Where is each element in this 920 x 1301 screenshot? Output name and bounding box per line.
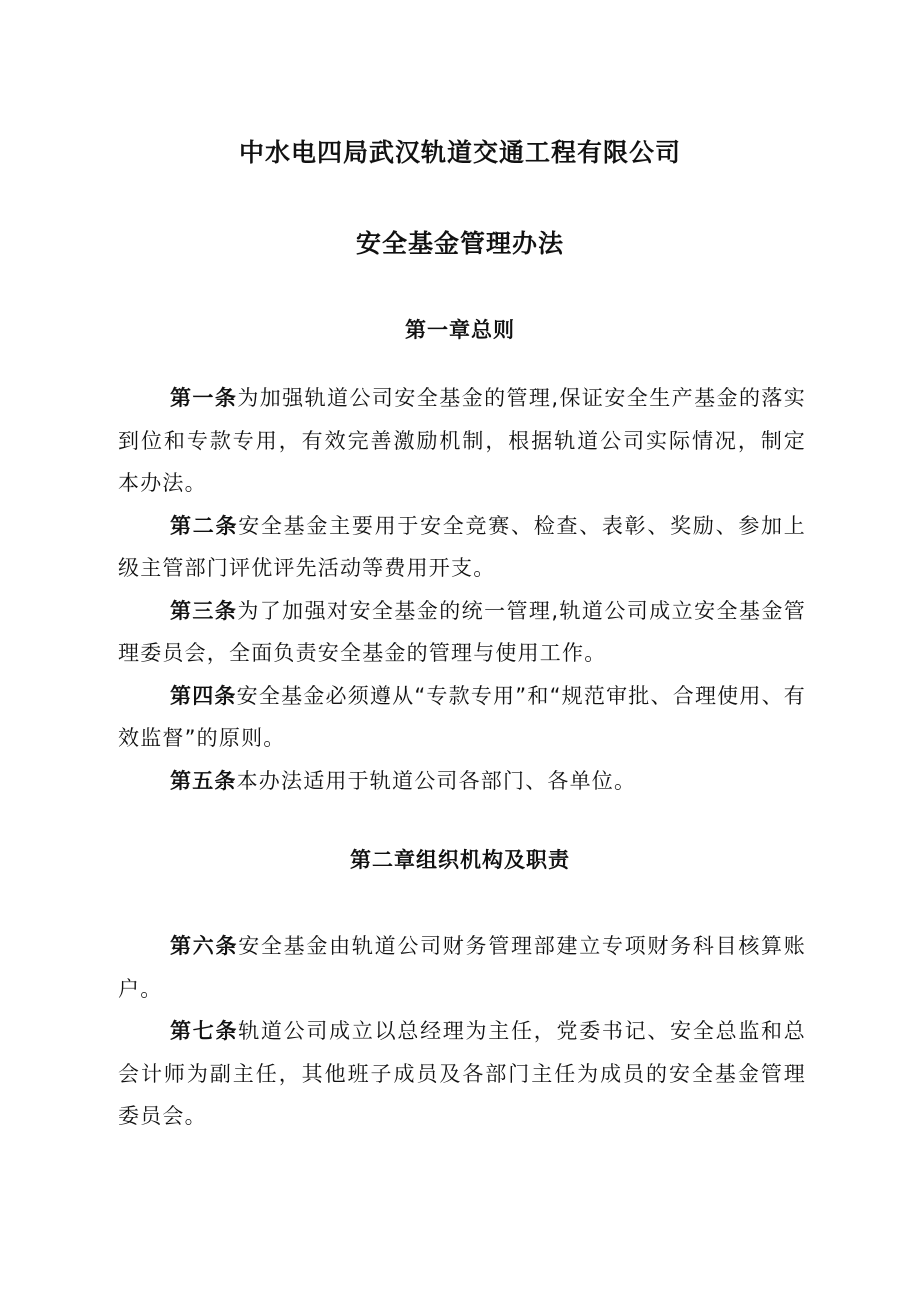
article-1 [118, 377, 806, 505]
article-number: 第二条 [170, 513, 239, 538]
article-6 [118, 925, 806, 1010]
document-title: 安全基金管理办法 [355, 229, 564, 258]
article-4 [118, 675, 806, 760]
chapter-2-body [118, 925, 806, 1138]
article-3 [118, 590, 806, 675]
chapter-1-body [118, 377, 806, 802]
article-number: 第五条 [170, 768, 237, 793]
article-text: 安全基金由轨道公司财务管理部建立专项财务科目核算账户。 [118, 934, 806, 1001]
article-number: 第六条 [170, 934, 239, 958]
article-text: 安全基金主要用于安全竞赛、检查、表彰、奖励、参加上级主管部门评优评先活动等费用开支。 [118, 513, 806, 580]
article-2 [118, 505, 806, 590]
article-text: 轨道公司成立以总经理为主任，党委书记、安全总监和总会计师为副主任，其他班子成员及各部门主任为成员的安全基金管理委员会。 [118, 1019, 806, 1128]
article-5 [118, 760, 806, 803]
article-number: 第三条 [170, 598, 238, 623]
article-text: 为了加强对安全基金的统一管理,轨道公司成立安全基金管理委员会，全面负责安全基金的管理与使用工作。 [118, 598, 807, 665]
article-text: 本办法适用于轨道公司各部门、各单位。 [236, 768, 637, 793]
article-number: 第一条 [170, 386, 238, 410]
chapter-heading: 第一章总则 [405, 318, 515, 342]
company-title: 中水电四局武汉轨道交通工程有限公司 [238, 138, 681, 167]
article-number: 第四条 [170, 683, 237, 708]
chapter-heading: 第二章组织机构及职责 [350, 848, 570, 872]
article-text: 安全基金必须遵从“专款专用”和“规范审批、合理使用、有效监督”的原则。 [118, 683, 806, 750]
article-number: 第七条 [170, 1019, 239, 1043]
article-text: 为加强轨道公司安全基金的管理,保证安全生产基金的落实到位和专款专用，有效完善激励机制，根据轨道公司实际情况，制定本办法。 [118, 386, 807, 495]
article-7 [118, 1010, 806, 1138]
